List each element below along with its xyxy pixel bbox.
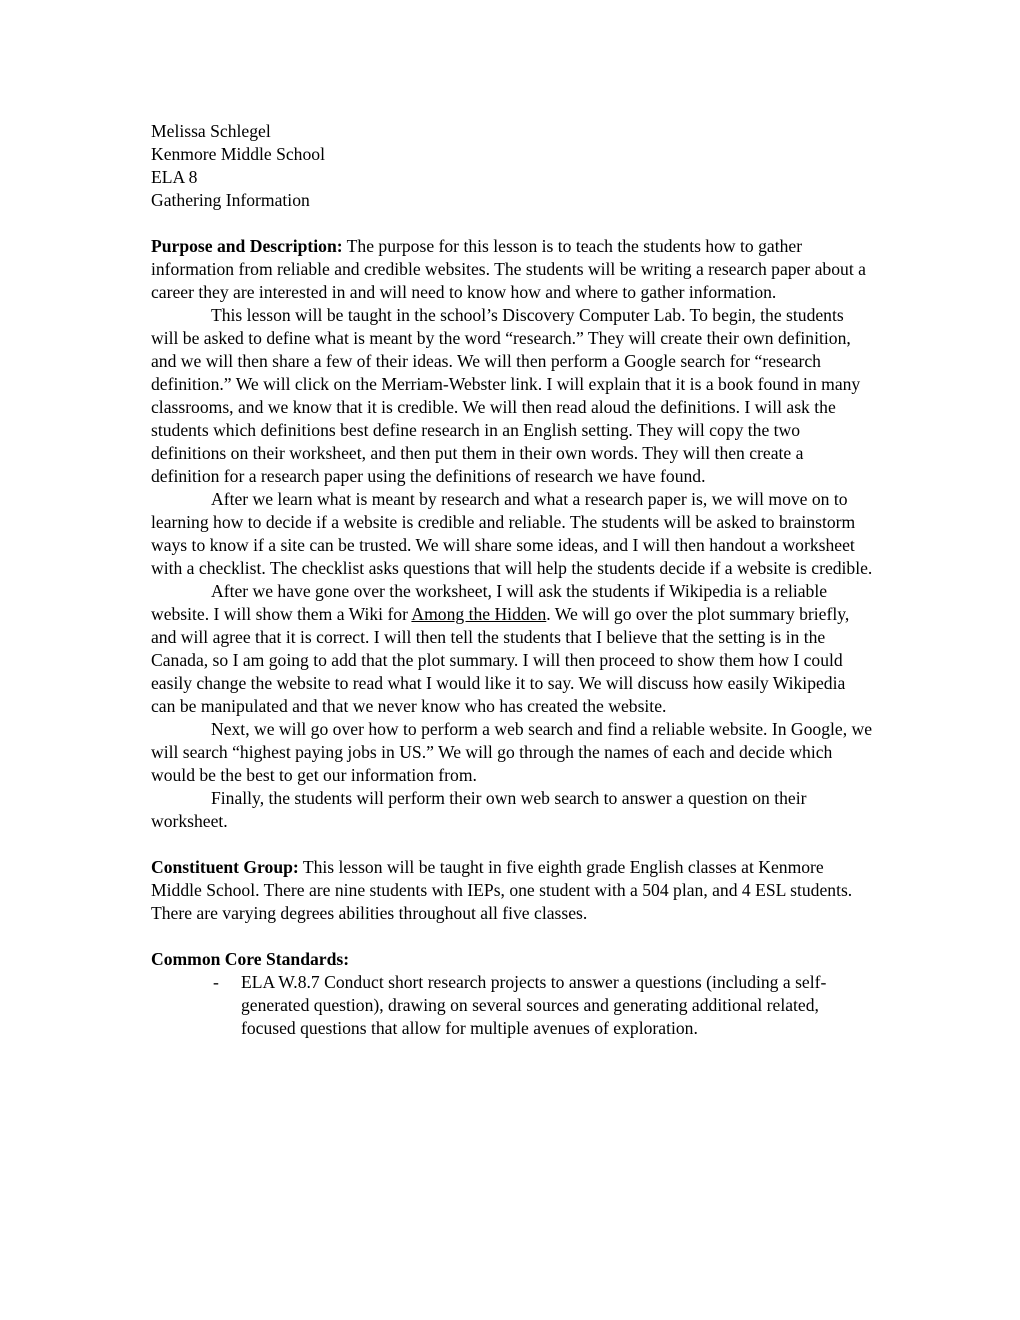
purpose-paragraph-5: Finally, the students will perform their own web search to answer a question on their worksheet.: [151, 788, 807, 831]
purpose-intro-text: The purpose for this lesson is to teach the students how to gather information from reliable and credible websites. The students will be writing a research paper about a career they are interested in and will need to know how and where to gather information.: [151, 236, 866, 302]
purpose-paragraph-3: [151, 580, 873, 718]
book-title: Among the Hidden: [411, 604, 547, 624]
course-name: ELA 8: [151, 167, 198, 187]
document-page: [151, 120, 873, 1040]
author-name: Melissa Schlegel: [151, 121, 271, 141]
list-item: [151, 971, 873, 1040]
purpose-p3-start: After we have gone over the worksheet, I will ask the students if Wikipedia is a reliable website. I will show them a Wiki for: [151, 581, 828, 624]
purpose-p3-end: . We will go over the plot summary briefly, and will agree that it is correct. I will then tell the students that I believe that the setting is in the Canada, so I am going to add that the plot summary. I will then proceed to show them how I could easily change the website to read what I would like it to say. We will discuss how easily Wikipedia can be manipulated and that we never know who has created the website.: [151, 604, 850, 716]
constituent-label: Constituent Group:: [151, 857, 299, 877]
purpose-section: [151, 235, 873, 833]
standards-section: [151, 948, 873, 1040]
purpose-paragraph-1: This lesson will be taught in the school’s Discovery Computer Lab. To begin, the students will be asked to define what is meant by the word “research.” They will create their own definition, and we will then share a few of their ideas. We will then perform a Google search for “research definition.” We will click on the Merriam-Webster link. I will explain that it is a book found in many classrooms, and we know that it is credible. We will then read aloud the definitions. I will ask the students which definitions best define research in an English setting. They will copy the two definitions on their worksheet, and then put them in their own words. They will then create a definition for a research paper using the definitions of research we have found.: [151, 305, 861, 486]
constituent-paragraph: [151, 856, 873, 925]
purpose-intro: [151, 235, 873, 304]
document-header: [151, 120, 873, 212]
school-name: Kenmore Middle School: [151, 144, 325, 164]
list-bullet: -: [213, 972, 219, 992]
purpose-paragraph-2: After we learn what is meant by research and what a research paper is, we will move on to learning how to decide if a website is credible and reliable. The students will be asked to brainstorm ways to know if a site can be trusted. We will share some ideas, and I will then handout a worksheet with a checklist. The checklist asks questions that will help the students decide if a website is credible.: [151, 489, 873, 578]
constituent-text: This lesson will be taught in five eighth grade English classes at Kenmore Middle School. There are nine students with IEPs, one student with a 504 plan, and 4 ESL students. There are varying degrees abilities throughout all five classes.: [151, 857, 853, 923]
standards-label: Common Core Standards:: [151, 949, 350, 969]
lesson-title: Gathering Information: [151, 190, 310, 210]
purpose-paragraph-4: Next, we will go over how to perform a web search and find a reliable website. In Google, we will search “highest paying jobs in US.” We will go through the names of each and decide which would be the best to get our information from.: [151, 719, 873, 785]
purpose-label: Purpose and Description:: [151, 236, 343, 256]
standard-text: ELA W.8.7 Conduct short research projects to answer a questions (including a self-generated question), drawing on several sources and generating additional related, focused questions that allow for multiple avenues of exploration.: [241, 972, 827, 1038]
constituent-section: [151, 856, 873, 925]
standards-list: [151, 971, 873, 1040]
